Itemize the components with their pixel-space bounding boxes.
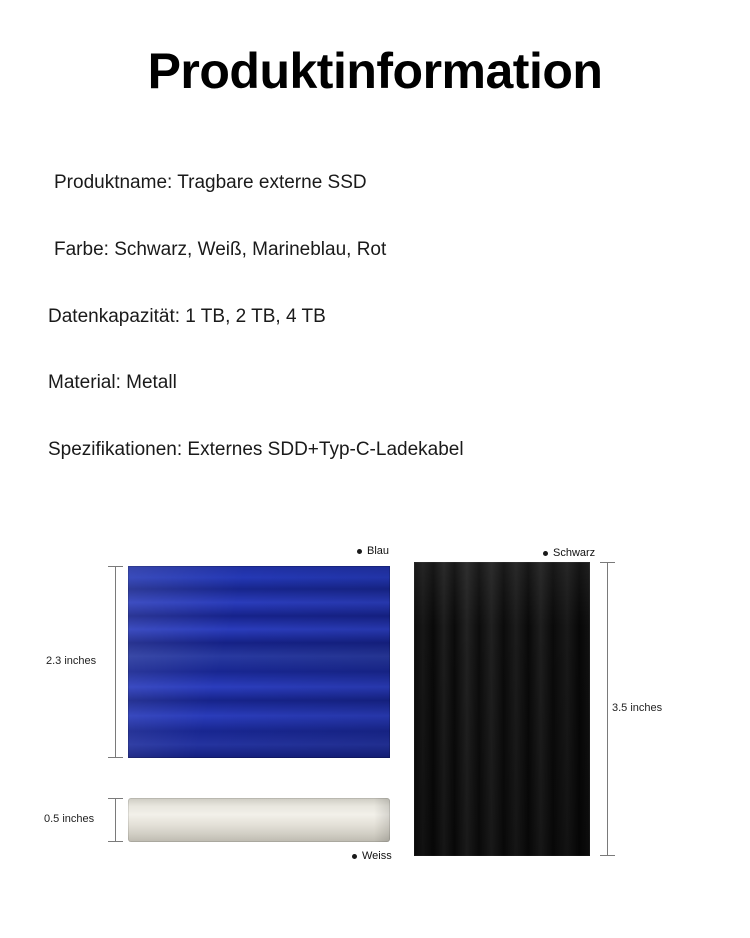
spec-color: Farbe: Schwarz, Weiß, Marineblau, Rot xyxy=(54,238,387,260)
dimension-label-white-height: 0.5 inches xyxy=(44,813,95,825)
dimension-label-black-height: 3.5 inches xyxy=(612,702,663,714)
callout-blue-label: Blau xyxy=(367,545,390,557)
bullet-dot-icon xyxy=(357,549,362,554)
callout-black xyxy=(543,547,595,559)
spec-product-name: Produktname: Tragbare externe SSD xyxy=(54,172,367,193)
dimension-line-blue-height xyxy=(108,566,122,758)
blue-ssd-image xyxy=(128,566,390,758)
spec-specifications: Spezifikationen: Externes SDD+Typ-C-Ladekabel xyxy=(48,439,464,461)
page-title: Produktinformation xyxy=(147,43,603,99)
product-photo xyxy=(0,530,750,890)
callout-white xyxy=(352,850,392,862)
specifications-list xyxy=(48,172,708,506)
bullet-dot-icon xyxy=(352,854,357,859)
dimension-label-blue-height: 2.3 inches xyxy=(46,655,97,667)
callout-black-label: Schwarz xyxy=(553,547,596,559)
spec-capacity: Datenkapazität: 1 TB, 2 TB, 4 TB xyxy=(48,305,326,327)
callout-blue xyxy=(357,545,389,557)
bullet-dot-icon xyxy=(543,551,548,556)
dimension-line-white-height xyxy=(108,798,122,842)
callout-white-label: Weiss xyxy=(362,850,392,862)
black-ssd-image xyxy=(414,562,590,856)
spec-material: Material: Metall xyxy=(48,372,177,394)
white-ssd-side-image xyxy=(128,798,390,842)
